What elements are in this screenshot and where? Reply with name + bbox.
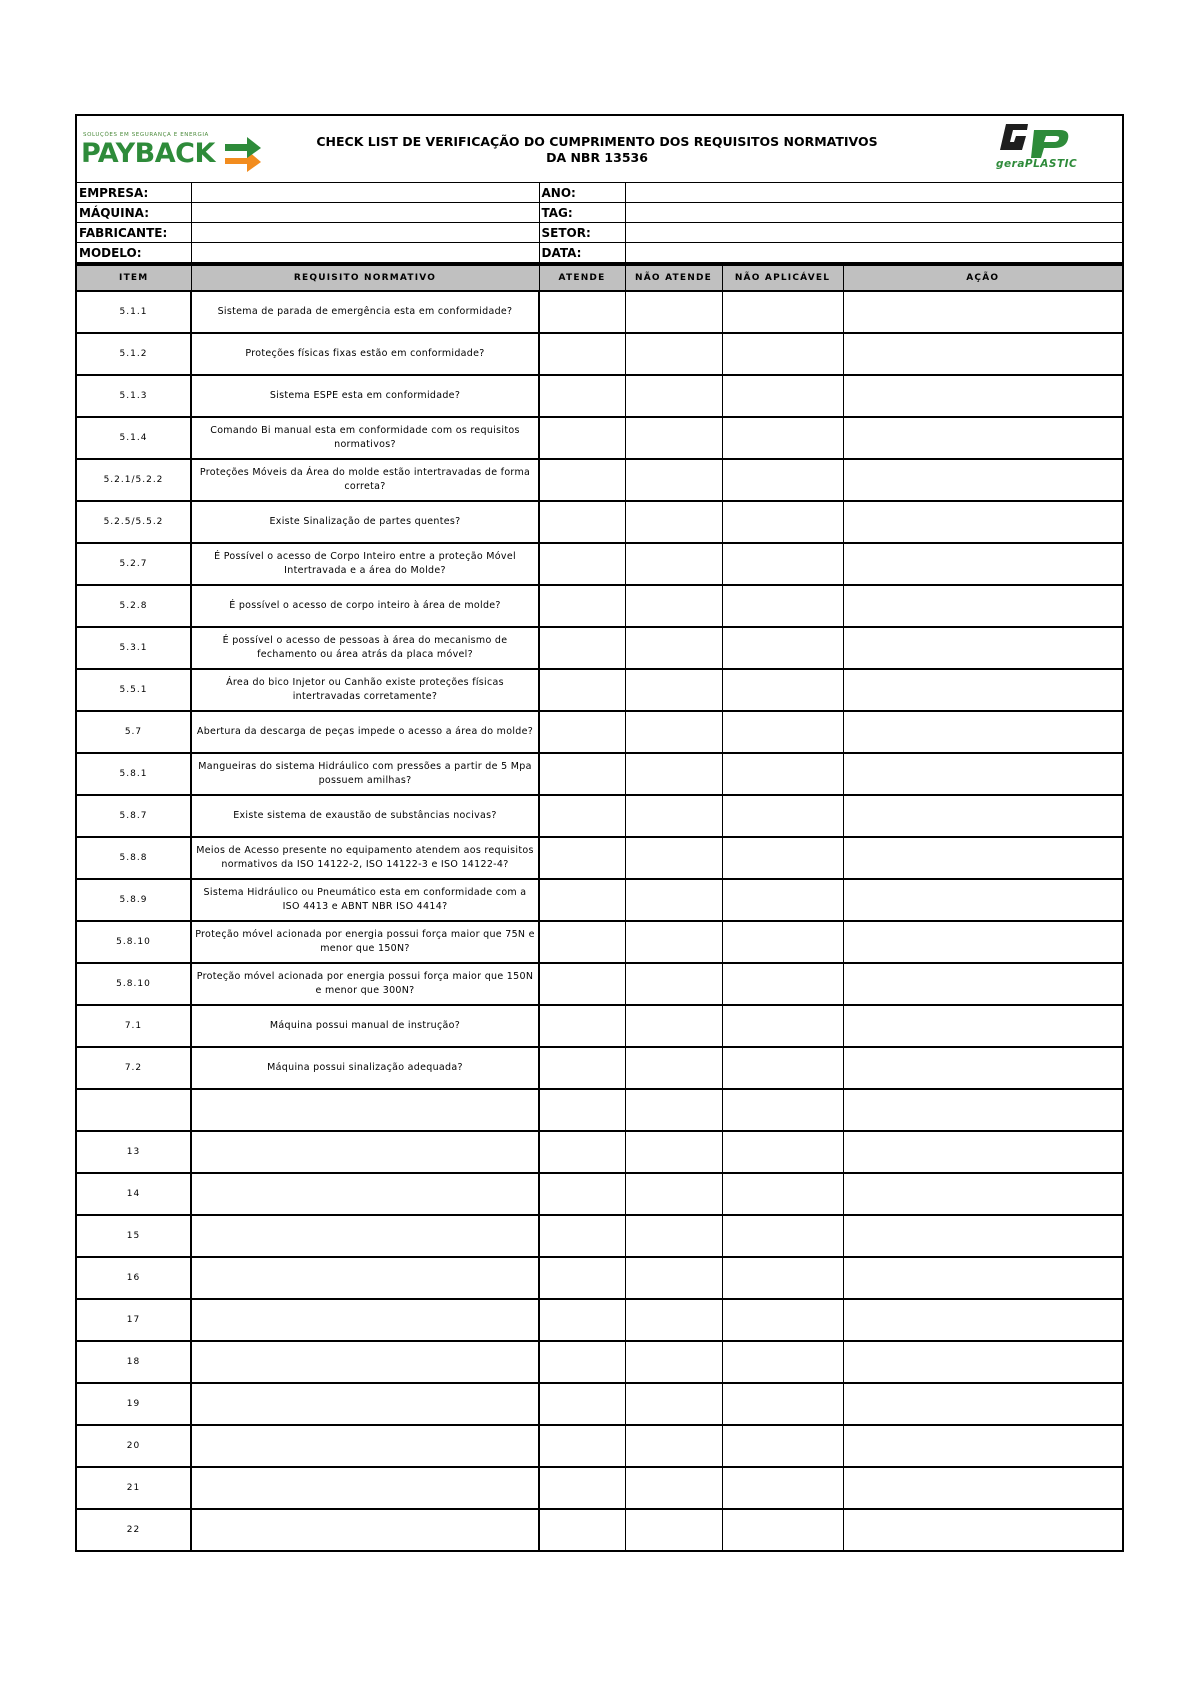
atende-cell[interactable] xyxy=(539,1089,625,1131)
item-cell xyxy=(76,1089,191,1131)
nao-aplicavel-cell[interactable] xyxy=(722,1341,843,1383)
atende-cell[interactable] xyxy=(539,417,625,459)
table-row xyxy=(76,417,1123,459)
nao-aplicavel-cell[interactable] xyxy=(722,627,843,669)
nao-atende-cell[interactable] xyxy=(625,1005,722,1047)
atende-cell[interactable] xyxy=(539,1383,625,1425)
atende-cell[interactable] xyxy=(539,627,625,669)
acao-cell[interactable] xyxy=(843,837,1123,879)
atende-cell[interactable] xyxy=(539,1005,625,1047)
table-row xyxy=(76,753,1123,795)
acao-cell[interactable] xyxy=(843,963,1123,1005)
requisito-cell: Proteção móvel acionada por energia possui força maior que 75N e menor que 150N? xyxy=(191,921,539,963)
table-row xyxy=(76,501,1123,543)
nao-aplicavel-cell[interactable] xyxy=(722,963,843,1005)
acao-cell[interactable] xyxy=(843,291,1123,333)
atende-cell[interactable] xyxy=(539,1467,625,1509)
arrow-logo-icon xyxy=(221,134,263,174)
atende-cell[interactable] xyxy=(539,1257,625,1299)
item-cell: 5.1.2 xyxy=(76,333,191,375)
table-row xyxy=(76,1299,1123,1341)
table-row xyxy=(76,1383,1123,1425)
table-row xyxy=(76,1509,1123,1551)
requisito-cell xyxy=(191,1173,539,1215)
document-header xyxy=(75,114,1124,182)
acao-cell[interactable] xyxy=(843,795,1123,837)
requisito-cell xyxy=(191,1089,539,1131)
tag-field[interactable] xyxy=(625,203,1123,223)
requisito-cell xyxy=(191,1215,539,1257)
atende-cell[interactable] xyxy=(539,1047,625,1089)
table-row xyxy=(76,585,1123,627)
atende-cell[interactable] xyxy=(539,1509,625,1551)
table-row xyxy=(76,711,1123,753)
table-row xyxy=(76,879,1123,921)
fabricante-field[interactable] xyxy=(191,223,539,243)
nao-atende-cell[interactable] xyxy=(625,1257,722,1299)
nao-atende-cell[interactable] xyxy=(625,711,722,753)
item-cell: 5.1.3 xyxy=(76,375,191,417)
nao-atende-cell[interactable] xyxy=(625,837,722,879)
atende-cell[interactable] xyxy=(539,753,625,795)
nao-atende-cell[interactable] xyxy=(625,585,722,627)
requisito-cell: Proteção móvel acionada por energia possui força maior que 150N e menor que 300N? xyxy=(191,963,539,1005)
nao-atende-cell[interactable] xyxy=(625,1383,722,1425)
info-label-maquina: MÁQUINA: xyxy=(76,203,191,223)
atende-cell[interactable] xyxy=(539,375,625,417)
nao-atende-cell[interactable] xyxy=(625,375,722,417)
nao-aplicavel-cell[interactable] xyxy=(722,333,843,375)
requisito-cell xyxy=(191,1425,539,1467)
requisito-cell xyxy=(191,1509,539,1551)
atende-cell[interactable] xyxy=(539,333,625,375)
table-row xyxy=(76,1341,1123,1383)
logo-tagline: SOLUÇÕES EM SEGURANÇA E ENERGIA xyxy=(83,132,209,138)
nao-aplicavel-cell[interactable] xyxy=(722,417,843,459)
table-row xyxy=(76,1425,1123,1467)
nao-aplicavel-cell[interactable] xyxy=(722,1005,843,1047)
nao-aplicavel-cell[interactable] xyxy=(722,669,843,711)
nao-aplicavel-cell[interactable] xyxy=(722,1299,843,1341)
nao-aplicavel-cell[interactable] xyxy=(722,1089,843,1131)
acao-cell[interactable] xyxy=(843,627,1123,669)
acao-cell[interactable] xyxy=(843,921,1123,963)
acao-cell[interactable] xyxy=(843,879,1123,921)
nao-aplicavel-cell[interactable] xyxy=(722,1173,843,1215)
atende-cell[interactable] xyxy=(539,921,625,963)
table-row xyxy=(76,837,1123,879)
nao-aplicavel-cell[interactable] xyxy=(722,795,843,837)
ano-field[interactable] xyxy=(625,183,1123,203)
requisito-cell: Área do bico Injetor ou Canhão existe proteções físicas intertravadas corretamente? xyxy=(191,669,539,711)
nao-atende-cell[interactable] xyxy=(625,543,722,585)
requisito-cell xyxy=(191,1131,539,1173)
atende-cell[interactable] xyxy=(539,1131,625,1173)
info-label-setor: SETOR: xyxy=(539,223,625,243)
nao-atende-cell[interactable] xyxy=(625,459,722,501)
table-row xyxy=(76,1089,1123,1131)
requisito-cell xyxy=(191,1467,539,1509)
nao-atende-cell[interactable] xyxy=(625,1467,722,1509)
acao-cell[interactable] xyxy=(843,1131,1123,1173)
nao-aplicavel-cell[interactable] xyxy=(722,837,843,879)
table-row xyxy=(76,795,1123,837)
nao-aplicavel-cell[interactable] xyxy=(722,711,843,753)
col-header-nao-atende: NÃO ATENDE xyxy=(625,265,722,292)
requisito-cell xyxy=(191,1383,539,1425)
nao-atende-cell[interactable] xyxy=(625,1341,722,1383)
acao-cell[interactable] xyxy=(843,1341,1123,1383)
requisito-cell: Proteções Móveis da Área do molde estão intertravadas de forma correta? xyxy=(191,459,539,501)
nao-aplicavel-cell[interactable] xyxy=(722,1467,843,1509)
maquina-field[interactable] xyxy=(191,203,539,223)
nao-aplicavel-cell[interactable] xyxy=(722,459,843,501)
item-cell: 16 xyxy=(76,1257,191,1299)
item-cell: 5.5.1 xyxy=(76,669,191,711)
requisito-cell: Sistema ESPE esta em conformidade? xyxy=(191,375,539,417)
nao-aplicavel-cell[interactable] xyxy=(722,501,843,543)
nao-aplicavel-cell[interactable] xyxy=(722,1509,843,1551)
info-row xyxy=(76,223,1123,243)
requisito-cell: É possível o acesso de pessoas à área do mecanismo de fechamento ou área atrás da placa móvel? xyxy=(191,627,539,669)
nao-atende-cell[interactable] xyxy=(625,963,722,1005)
table-row xyxy=(76,963,1123,1005)
nao-atende-cell[interactable] xyxy=(625,1173,722,1215)
table-row xyxy=(76,1257,1123,1299)
gp-monogram-icon xyxy=(998,120,1078,160)
empresa-field[interactable] xyxy=(191,183,539,203)
item-cell: 19 xyxy=(76,1383,191,1425)
acao-cell[interactable] xyxy=(843,1383,1123,1425)
item-cell: 5.7 xyxy=(76,711,191,753)
table-row xyxy=(76,291,1123,333)
requisito-cell: Abertura da descarga de peças impede o acesso a área do molde? xyxy=(191,711,539,753)
requisito-cell: Mangueiras do sistema Hidráulico com pressões a partir de 5 Mpa possuem amilhas? xyxy=(191,753,539,795)
info-label-ano: ANO: xyxy=(539,183,625,203)
atende-cell[interactable] xyxy=(539,795,625,837)
table-row xyxy=(76,627,1123,669)
item-cell: 5.3.1 xyxy=(76,627,191,669)
atende-cell[interactable] xyxy=(539,669,625,711)
nao-aplicavel-cell[interactable] xyxy=(722,1215,843,1257)
table-header-row xyxy=(76,265,1123,292)
atende-cell[interactable] xyxy=(539,585,625,627)
nao-atende-cell[interactable] xyxy=(625,669,722,711)
acao-cell[interactable] xyxy=(843,1257,1123,1299)
table-row xyxy=(76,1467,1123,1509)
checklist-sheet xyxy=(75,114,1124,1552)
col-header-atende: ATENDE xyxy=(539,265,625,292)
nao-atende-cell[interactable] xyxy=(625,1089,722,1131)
acao-cell[interactable] xyxy=(843,375,1123,417)
atende-cell[interactable] xyxy=(539,879,625,921)
atende-cell[interactable] xyxy=(539,1215,625,1257)
requisito-cell: Existe Sinalização de partes quentes? xyxy=(191,501,539,543)
requisito-cell: Sistema Hidráulico ou Pneumático esta em conformidade com a ISO 4413 e ABNT NBR ISO 4414? xyxy=(191,879,539,921)
item-cell: 14 xyxy=(76,1173,191,1215)
nao-atende-cell[interactable] xyxy=(625,627,722,669)
requirements-table xyxy=(75,263,1124,1552)
requisito-cell: Máquina possui manual de instrução? xyxy=(191,1005,539,1047)
item-cell: 5.8.1 xyxy=(76,753,191,795)
nao-atende-cell[interactable] xyxy=(625,501,722,543)
item-cell: 5.8.9 xyxy=(76,879,191,921)
setor-field[interactable] xyxy=(625,223,1123,243)
nao-aplicavel-cell[interactable] xyxy=(722,1047,843,1089)
atende-cell[interactable] xyxy=(539,1173,625,1215)
info-row xyxy=(76,183,1123,203)
nao-atende-cell[interactable] xyxy=(625,1425,722,1467)
atende-cell[interactable] xyxy=(539,1341,625,1383)
atende-cell[interactable] xyxy=(539,837,625,879)
item-cell: 15 xyxy=(76,1215,191,1257)
acao-cell[interactable] xyxy=(843,333,1123,375)
nao-atende-cell[interactable] xyxy=(625,1509,722,1551)
nao-aplicavel-cell[interactable] xyxy=(722,543,843,585)
nao-atende-cell[interactable] xyxy=(625,1047,722,1089)
item-cell: 5.2.8 xyxy=(76,585,191,627)
col-header-item: ITEM xyxy=(76,265,191,292)
nao-aplicavel-cell[interactable] xyxy=(722,753,843,795)
item-cell: 18 xyxy=(76,1341,191,1383)
info-label-fabricante: FABRICANTE: xyxy=(76,223,191,243)
payback-logo xyxy=(81,132,261,172)
atende-cell[interactable] xyxy=(539,711,625,753)
acao-cell[interactable] xyxy=(843,1215,1123,1257)
table-row xyxy=(76,543,1123,585)
requisito-cell: É Possível o acesso de Corpo Inteiro entre a proteção Móvel Intertravada e a área do Molde? xyxy=(191,543,539,585)
requisito-cell: Máquina possui sinalização adequada? xyxy=(191,1047,539,1089)
item-cell: 5.8.8 xyxy=(76,837,191,879)
item-cell: 17 xyxy=(76,1299,191,1341)
nao-atende-cell[interactable] xyxy=(625,417,722,459)
nao-atende-cell[interactable] xyxy=(625,1215,722,1257)
geraplastic-logo xyxy=(986,120,1086,176)
nao-aplicavel-cell[interactable] xyxy=(722,291,843,333)
nao-aplicavel-cell[interactable] xyxy=(722,921,843,963)
table-row xyxy=(76,669,1123,711)
acao-cell[interactable] xyxy=(843,1047,1123,1089)
item-cell: 5.2.5/5.5.2 xyxy=(76,501,191,543)
acao-cell[interactable] xyxy=(843,1089,1123,1131)
requisito-cell: Proteções físicas fixas estão em conformidade? xyxy=(191,333,539,375)
table-row xyxy=(76,375,1123,417)
table-row xyxy=(76,921,1123,963)
info-row xyxy=(76,203,1123,223)
nao-aplicavel-cell[interactable] xyxy=(722,1131,843,1173)
modelo-field[interactable] xyxy=(191,243,539,263)
table-row xyxy=(76,1047,1123,1089)
nao-atende-cell[interactable] xyxy=(625,1299,722,1341)
info-label-tag: TAG: xyxy=(539,203,625,223)
col-header-requisito: REQUISITO NORMATIVO xyxy=(191,265,539,292)
item-cell: 7.1 xyxy=(76,1005,191,1047)
geraplastic-wordmark: geraPLASTIC xyxy=(996,158,1078,170)
col-header-nao-aplicavel: NÃO APLICÁVEL xyxy=(722,265,843,292)
table-row xyxy=(76,1215,1123,1257)
info-row xyxy=(76,243,1123,263)
acao-cell[interactable] xyxy=(843,585,1123,627)
nao-atende-cell[interactable] xyxy=(625,1131,722,1173)
acao-cell[interactable] xyxy=(843,1005,1123,1047)
acao-cell[interactable] xyxy=(843,1467,1123,1509)
item-cell: 21 xyxy=(76,1467,191,1509)
col-header-acao: AÇÃO xyxy=(843,265,1123,292)
item-cell: 5.2.1/5.2.2 xyxy=(76,459,191,501)
nao-atende-cell[interactable] xyxy=(625,753,722,795)
requisito-cell: Comando Bi manual esta em conformidade com os requisitos normativos? xyxy=(191,417,539,459)
nao-aplicavel-cell[interactable] xyxy=(722,375,843,417)
requisito-cell xyxy=(191,1341,539,1383)
title-line-1: CHECK LIST DE VERIFICAÇÃO DO CUMPRIMENTO DOS REQUISITOS NORMATIVOS xyxy=(316,134,878,149)
acao-cell[interactable] xyxy=(843,1425,1123,1467)
atende-cell[interactable] xyxy=(539,1425,625,1467)
logo-wordmark: PAYBACK xyxy=(81,138,215,169)
nao-atende-cell[interactable] xyxy=(625,879,722,921)
acao-cell[interactable] xyxy=(843,543,1123,585)
acao-cell[interactable] xyxy=(843,1509,1123,1551)
item-cell: 7.2 xyxy=(76,1047,191,1089)
title-line-2: DA NBR 13536 xyxy=(546,150,648,165)
nao-atende-cell[interactable] xyxy=(625,291,722,333)
data-field[interactable] xyxy=(625,243,1123,263)
acao-cell[interactable] xyxy=(843,501,1123,543)
table-row xyxy=(76,333,1123,375)
acao-cell[interactable] xyxy=(843,1299,1123,1341)
atende-cell[interactable] xyxy=(539,543,625,585)
atende-cell[interactable] xyxy=(539,501,625,543)
atende-cell[interactable] xyxy=(539,1299,625,1341)
info-label-modelo: MODELO: xyxy=(76,243,191,263)
requisito-cell: Existe sistema de exaustão de substâncias nocivas? xyxy=(191,795,539,837)
atende-cell[interactable] xyxy=(539,459,625,501)
requisito-cell: Sistema de parada de emergência esta em conformidade? xyxy=(191,291,539,333)
acao-cell[interactable] xyxy=(843,459,1123,501)
requisito-cell xyxy=(191,1299,539,1341)
nao-atende-cell[interactable] xyxy=(625,921,722,963)
atende-cell[interactable] xyxy=(539,291,625,333)
nao-aplicavel-cell[interactable] xyxy=(722,879,843,921)
acao-cell[interactable] xyxy=(843,753,1123,795)
item-cell: 20 xyxy=(76,1425,191,1467)
table-row xyxy=(76,1173,1123,1215)
nao-aplicavel-cell[interactable] xyxy=(722,1257,843,1299)
atende-cell[interactable] xyxy=(539,963,625,1005)
nao-atende-cell[interactable] xyxy=(625,795,722,837)
acao-cell[interactable] xyxy=(843,711,1123,753)
table-row xyxy=(76,1005,1123,1047)
nao-aplicavel-cell[interactable] xyxy=(722,1383,843,1425)
item-cell: 5.1.4 xyxy=(76,417,191,459)
table-row xyxy=(76,1131,1123,1173)
nao-atende-cell[interactable] xyxy=(625,333,722,375)
requisito-cell: Meios de Acesso presente no equipamento atendem aos requisitos normativos da ISO 14122-2, ISO 14122-3 e ISO 14122-4? xyxy=(191,837,539,879)
acao-cell[interactable] xyxy=(843,669,1123,711)
document-title xyxy=(297,134,897,166)
table-row xyxy=(76,459,1123,501)
info-label-data: DATA: xyxy=(539,243,625,263)
item-cell: 5.8.7 xyxy=(76,795,191,837)
acao-cell[interactable] xyxy=(843,1173,1123,1215)
item-cell: 5.2.7 xyxy=(76,543,191,585)
info-table xyxy=(75,182,1124,263)
requisito-cell xyxy=(191,1257,539,1299)
item-cell: 5.8.10 xyxy=(76,963,191,1005)
item-cell: 5.1.1 xyxy=(76,291,191,333)
requisito-cell: É possível o acesso de corpo inteiro à área de molde? xyxy=(191,585,539,627)
acao-cell[interactable] xyxy=(843,417,1123,459)
nao-aplicavel-cell[interactable] xyxy=(722,1425,843,1467)
item-cell: 22 xyxy=(76,1509,191,1551)
item-cell: 13 xyxy=(76,1131,191,1173)
nao-aplicavel-cell[interactable] xyxy=(722,585,843,627)
item-cell: 5.8.10 xyxy=(76,921,191,963)
info-label-empresa: EMPRESA: xyxy=(76,183,191,203)
